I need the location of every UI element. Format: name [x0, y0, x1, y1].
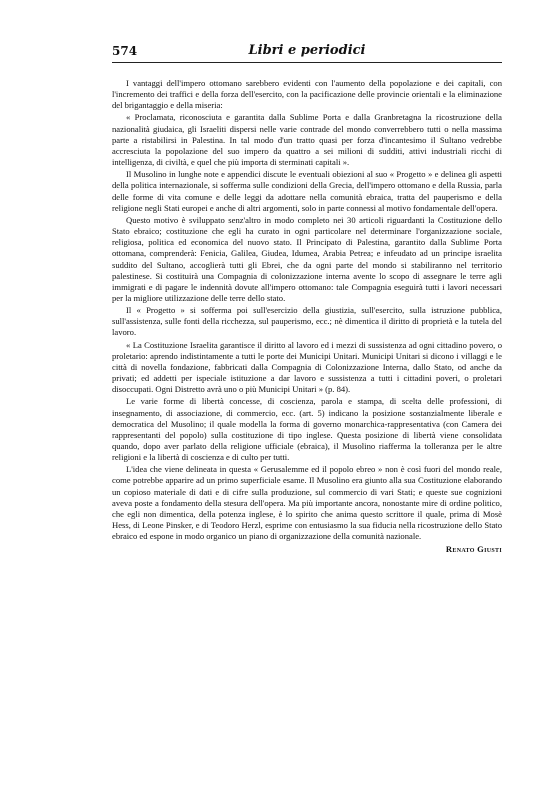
page-header [112, 42, 502, 63]
paragraph: Le varie forme di libertà concesse, di coscienza, parola e stampa, di scelta delle professioni, di insegnamento, di associazione, di commercio, ecc. (art. 5) indicano la posizione sostanzialmente liberale e democratica del Musolino; il quale modella la forma di governo monarchica-rappresentativa (con Camera dei rappresentanti del popolo) sulla costituzione di tipo inglese. Questa posizione di libertà viene consolidata quando, dopo aver parlato della religione ufficiale (ebraica), il Musolino riafferma la tolleranza per le altre religioni e la libertà di coscienza e di culto per tutti. [112, 396, 502, 463]
paragraph: Il « Progetto » si sofferma poi sull'esercizio della giustizia, sull'esercito, sulla istruzione pubblica, sull'assistenza, sulle fonti della ricchezza, sul pauperismo, ecc.; nè dimentica il diritto di proprietà e la tutela del lavoro. [112, 305, 502, 338]
paragraph: « La Costituzione Israelita garantisce il diritto al lavoro ed i mezzi di sussistenza ad ogni cittadino povero, o proletario: aprendo indistintamente a tutti le porte dei Municipi Unitari. Municipi Unitari si dicono i villaggi e le città di novella fondazione, fabbricati dalla Compagnia di Colonizzazione Interna, dallo Stato, od anche da privati; ed addetti per ispeciale istituzione a dar lavoro e sussistenza a tutti i cittadini poveri, o proletari disoccupati. Ogni Distretto avrà uno o più Municipi Unitari » (p. 84). [112, 339, 502, 395]
paragraph: Questo motivo è sviluppato senz'altro in modo completo nei 30 articoli riguardanti la Costituzione dello Stato ebraico; costituzione che egli ha curato in ogni particolare nel determinare l'organizzazione sociale, religiosa, politica ed economica del nuovo stato. Il Principato di Palestina, garantito dalla Sublime Porta ottomana, comprenderà: Fenicia, Galilea, Giudea, Idumea, Arabia Petrea; e infeudato ad un principe israelita suddito del Sultano, accoglierà tutti gli Ebrei, che da ogni parte del mondo si stabiliranno nel territorio palestinese. Si costituirà una Compagnia di colonizzazione interna avente lo scopo di assegnare le terre agli immigrati e di pagare le indennità dovute all'impero ottomano: tale Compagnia eseguirà tutti i lavori necessari per la migliore utilizzazione delle terre dello stato. [112, 214, 502, 303]
author-signature: Renato Giusti [445, 544, 502, 555]
paragraph: « Proclamata, riconosciuta e garantita dalla Sublime Porta e dalla Granbretagna la ricostruzione della nazionalità giudaica, gli Israeliti dispersi nelle varie contrade del mondo converrebbero tutti o nella massima parte a ristabilirsi in Palestina. In tal modo d'un tratto quasi per forza d'incantesimo il Sultano vedrebbe accresciuta la popolazione del suo impero da quattro a sei milioni di sudditi, attivi industriali ricchi di intelligenza, di civiltà, e quel che più importa di sterminati capitali ». [112, 112, 502, 168]
running-title: Libri e periodici [248, 43, 366, 58]
paragraph: Il Musolino in lunghe note e appendici discute le eventuali obiezioni al suo « Progetto » e delinea gli aspetti della politica internazionale, si sofferma sulle condizioni della Grecia, dell'impero ottomano e della Russia, parla delle forme di vita comune e delle leggi da adottare nella comunità ebraica, tratta del pauperismo e della religione negli Stati europei e anche di altri argomenti, solo in parte connessi al motivo fondamentale dell'opera. [112, 169, 502, 213]
page-number: 574 [112, 44, 138, 58]
paragraph: L'idea che viene delineata in questa « Gerusalemme ed il popolo ebreo » non è così fuori del mondo reale, come potrebbe apparire ad un primo superficiale esame. Il Musolino era giunto alla sua Costituzione elaborando un copioso materiale di dati e di cifre sulla produzione, sul commercio di vari Stati; e queste sue cognizioni aveva poste a fondamento della stesura dell'opera. Ma più importante ancora, nonostante mire di ordine politico, che egli non dimentica, della potenza inglese, è lo spirito che anima questo scrittore il quale, prima di Mosè Hess, di Leone Pinsker, e di Teodoro Herzl, esprime con entusiasmo la sua fiducia nella ricostruzione dello Stato ebraico ed espone in modo organico un piano di organizzazione della comunità nazionale. [112, 464, 502, 542]
paragraph: I vantaggi dell'impero ottomano sarebbero evidenti con l'aumento della popolazione e dei capitali, con l'incremento dei traffici e della forza dell'esercito, con la pacificazione delle provincie orientali e la eliminazione del brigantaggio e della miseria: [112, 78, 502, 111]
body-text [112, 78, 502, 556]
